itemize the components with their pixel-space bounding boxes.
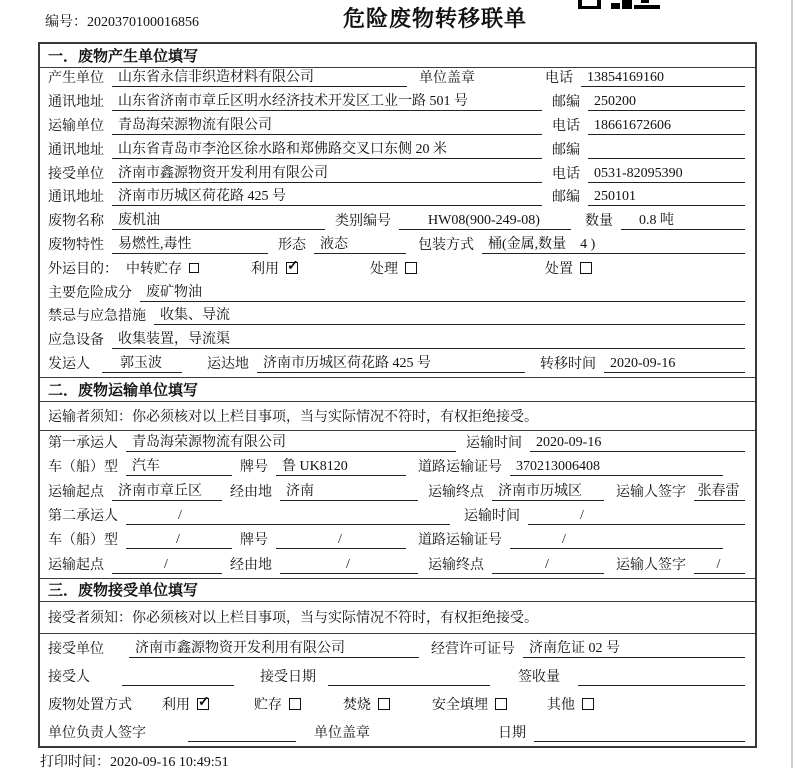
second-carrier-value: / <box>126 508 450 525</box>
permit-value: 济南危证 02 号 <box>523 637 745 658</box>
checkbox-utilize <box>286 262 298 274</box>
transfer-time-value: 2020-09-16 <box>604 356 745 373</box>
field-label: 外运目的： <box>48 261 118 277</box>
field-label: 接受单位 <box>48 641 104 657</box>
destination-label: 运达地 <box>207 357 249 373</box>
section1-header: 一．废物产生单位填写 <box>40 44 755 68</box>
field-label: 产生单位 <box>48 71 104 87</box>
field-label: 车（船）型 <box>48 460 118 476</box>
page-title: 危险废物转移联单 <box>342 6 528 31</box>
qr-code-fragment <box>578 0 660 9</box>
transport-unit-value: 青岛海荣源物流有限公司 <box>112 114 542 135</box>
field-label: 废物名称 <box>48 214 104 230</box>
field-label: 接受单位 <box>48 166 104 182</box>
option-other <box>547 694 594 714</box>
serial-number-line <box>45 11 199 31</box>
accept-date-value <box>328 685 490 686</box>
field-label: 单位负责人签字 <box>48 726 146 742</box>
field-label: 运输起点 <box>48 557 104 573</box>
field-label: 通讯地址 <box>48 190 104 206</box>
producer-phone-value: 13854169160 <box>581 70 745 87</box>
via-value: 济南 <box>280 480 418 501</box>
option-label: 安全填埋 <box>432 697 488 713</box>
hazard-component-value: 废矿物油 <box>140 281 745 302</box>
row-emergency-equipment <box>40 329 755 353</box>
receipt-qty-value <box>578 685 745 686</box>
qr-block <box>641 0 649 3</box>
vehicle-type-value: 汽车 <box>126 455 232 476</box>
row-waste-name <box>40 210 755 234</box>
route-end-label: 运输终点 <box>428 557 484 573</box>
transport-time-label: 运输时间 <box>464 509 520 525</box>
accept-unit-value: 济南市鑫源物资开发利用有限公司 <box>129 637 419 658</box>
road-license-value: 370213006408 <box>510 459 723 476</box>
option-label: 利用 <box>251 261 279 277</box>
receiver-zip-value: 250101 <box>588 189 745 206</box>
qr-block <box>597 0 601 9</box>
transport-zip-value <box>588 158 745 159</box>
responsible-sign-value <box>188 741 296 742</box>
carrier-notice: 运输者须知：你必须核对以上栏目事项，当与实际情况不符时，有权拒绝接受。 <box>40 402 755 432</box>
via-label: 经由地 <box>230 557 272 573</box>
road-license-label: 道路运输证号 <box>418 533 502 549</box>
packaging-value: 桶(金属,数量 4 ) <box>482 233 745 254</box>
receipt-qty-label: 签收量 <box>518 669 560 685</box>
field-label: 第二承运人 <box>48 509 118 525</box>
transport-time-label: 运输时间 <box>466 435 522 451</box>
phone-label: 电话 <box>545 71 573 87</box>
carrier-sign-value: 张春雷 <box>694 480 745 501</box>
transfer-time-label: 转移时间 <box>540 357 596 373</box>
print-time-value: 2020-09-16 10:49:51 <box>110 755 229 768</box>
row-transport-address <box>40 139 755 163</box>
qr-block <box>622 0 632 9</box>
checkbox-other <box>582 698 594 710</box>
option-label: 中转贮存 <box>126 261 182 277</box>
vehicle-type-2-value: / <box>126 532 232 549</box>
category-code-label: 类别编号 <box>335 214 391 230</box>
checkbox-landfill <box>495 698 507 710</box>
phone-label: 电话 <box>552 119 580 135</box>
sender-name-value: 郭玉波 <box>102 352 182 373</box>
option-label: 利用 <box>162 697 190 713</box>
print-time-line <box>40 751 229 768</box>
row-sender <box>40 353 755 377</box>
field-label: 运输单位 <box>48 119 104 135</box>
row-producer-address <box>40 91 755 115</box>
zip-label: 邮编 <box>552 190 580 206</box>
row-vehicle-1 <box>40 456 755 481</box>
row-first-carrier <box>40 431 755 456</box>
carrier-sign-label: 运输人签字 <box>616 557 686 573</box>
row-transport-unit <box>40 115 755 139</box>
option-treat <box>370 258 417 278</box>
date-label: 日期 <box>498 726 526 742</box>
field-label: 主要危险成分 <box>48 285 132 301</box>
field-label: 废物特性 <box>48 238 104 254</box>
via-label: 经由地 <box>230 484 272 500</box>
option-landfill <box>432 694 507 714</box>
field-label: 发运人 <box>48 357 90 373</box>
quantity-value: 0.8 吨 <box>621 209 745 230</box>
row-route-1 <box>40 480 755 505</box>
option-utilize <box>251 258 298 278</box>
zip-label: 邮编 <box>552 142 580 158</box>
route-start-2-value: / <box>112 557 222 574</box>
serial-value: 2020370100016856 <box>87 15 199 30</box>
page-edge-line <box>791 0 793 768</box>
waste-property-value: 易燃性,毒性 <box>112 233 268 254</box>
plate-value: 鲁 UK8120 <box>276 455 406 476</box>
road-license-2-value: / <box>510 532 723 549</box>
row-taboo-measures <box>40 306 755 330</box>
via-2-value: / <box>280 557 418 574</box>
route-start-value: 济南市章丘区 <box>112 480 222 501</box>
field-label: 废物处置方式 <box>48 697 132 713</box>
row-producer <box>40 68 755 92</box>
option-utilize-2 <box>162 694 209 714</box>
destination-value: 济南市历城区荷花路 425 号 <box>257 352 525 373</box>
field-label: 运输起点 <box>48 484 104 500</box>
acceptor-value <box>122 685 234 686</box>
emergency-equipment-value: 收集装置，导流渠 <box>112 328 745 349</box>
accept-date-label: 接受日期 <box>260 669 316 685</box>
option-incinerate <box>343 694 390 714</box>
zip-label: 邮编 <box>552 95 580 111</box>
checkbox-incinerate <box>378 698 390 710</box>
plate-label: 牌号 <box>240 533 268 549</box>
option-label: 处置 <box>545 261 573 277</box>
row-hazard-component <box>40 282 755 306</box>
checkbox-store <box>289 698 301 710</box>
phone-label: 电话 <box>552 166 580 182</box>
first-carrier-value: 青岛海荣源物流有限公司 <box>126 431 456 452</box>
field-label: 第一承运人 <box>48 435 118 451</box>
row-responsible-sign <box>40 718 755 746</box>
receiver-phone-value: 0531-82095390 <box>588 166 745 183</box>
row-receiver-address <box>40 187 755 211</box>
row-acceptor <box>40 662 755 690</box>
checkbox-transfer-storage <box>189 263 199 273</box>
quantity-label: 数量 <box>585 214 613 230</box>
producer-name-value: 山东省永信非织造材料有限公司 <box>112 66 407 87</box>
transport-time-2-value: / <box>528 508 745 525</box>
road-license-label: 道路运输证号 <box>418 460 502 476</box>
carrier-sign-label: 运输人签字 <box>616 484 686 500</box>
producer-zip-value: 250200 <box>588 94 745 111</box>
print-time-label: 打印时间： <box>40 755 110 768</box>
row-second-carrier <box>40 505 755 529</box>
option-store <box>254 694 301 714</box>
waste-name-value: 废机油 <box>112 209 325 230</box>
field-label: 通讯地址 <box>48 95 104 111</box>
field-label: 通讯地址 <box>48 142 104 158</box>
row-vehicle-2 <box>40 529 755 553</box>
manifest-form-table <box>38 42 757 748</box>
taboo-measures-value: 收集、导流 <box>154 304 745 325</box>
qr-block <box>611 3 620 9</box>
field-label: 接受人 <box>48 669 90 685</box>
row-disposal-method <box>40 690 755 718</box>
packaging-label: 包装方式 <box>418 238 474 254</box>
serial-label: 编号： <box>45 15 87 30</box>
transport-address-value: 山东省青岛市李沧区徐水路和郑佛路交叉口东侧 20 米 <box>112 138 542 159</box>
checkbox-treat <box>405 262 417 274</box>
option-transfer-storage <box>126 258 199 278</box>
form-state-value: 液态 <box>314 233 406 254</box>
option-dispose <box>545 258 592 278</box>
checkbox-dispose <box>580 262 592 274</box>
producer-address-value: 山东省济南市章丘区明水经济技术开发区工业一路 501 号 <box>112 90 542 111</box>
receiver-unit-value: 济南市鑫源物资开发利用有限公司 <box>112 162 542 183</box>
plate-label: 牌号 <box>240 460 268 476</box>
route-end-value: 济南市历城区 <box>492 480 604 501</box>
plate-2-value: / <box>276 532 406 549</box>
unit-seal-label-2: 单位盖章 <box>314 726 370 742</box>
section2-header: 二．废物运输单位填写 <box>40 377 755 402</box>
checkbox-utilize-2 <box>197 698 209 710</box>
carrier-sign-2-value: / <box>694 557 745 574</box>
row-waste-property <box>40 234 755 258</box>
row-transfer-purpose <box>40 258 755 282</box>
section3-header: 三．废物接受单位填写 <box>40 578 755 603</box>
receiver-address-value: 济南市历城区荷花路 425 号 <box>112 185 542 206</box>
receiver-notice: 接受者须知：你必须核对以上栏目事项，当与实际情况不符时，有权拒绝接受。 <box>40 602 755 634</box>
field-label: 车（船）型 <box>48 533 118 549</box>
date-value <box>534 741 745 742</box>
qr-block <box>634 5 660 9</box>
permit-label: 经营许可证号 <box>431 641 515 657</box>
row-route-2 <box>40 553 755 577</box>
option-label: 处理 <box>370 261 398 277</box>
route-end-2-value: / <box>492 557 604 574</box>
route-end-label: 运输终点 <box>428 484 484 500</box>
option-label: 焚烧 <box>343 697 371 713</box>
option-label: 贮存 <box>254 697 282 713</box>
form-state-label: 形态 <box>278 238 306 254</box>
row-receiver-unit <box>40 163 755 187</box>
row-accept-unit <box>40 634 755 662</box>
field-label: 应急设备 <box>48 333 104 349</box>
field-label: 禁忌与应急措施 <box>48 309 146 325</box>
category-code-value: HW08(900-249-08) <box>399 213 571 230</box>
transport-phone-value: 18661672606 <box>588 118 745 135</box>
unit-seal-label: 单位盖章 <box>419 71 475 87</box>
transport-time-value: 2020-09-16 <box>530 435 745 452</box>
option-label: 其他 <box>547 697 575 713</box>
